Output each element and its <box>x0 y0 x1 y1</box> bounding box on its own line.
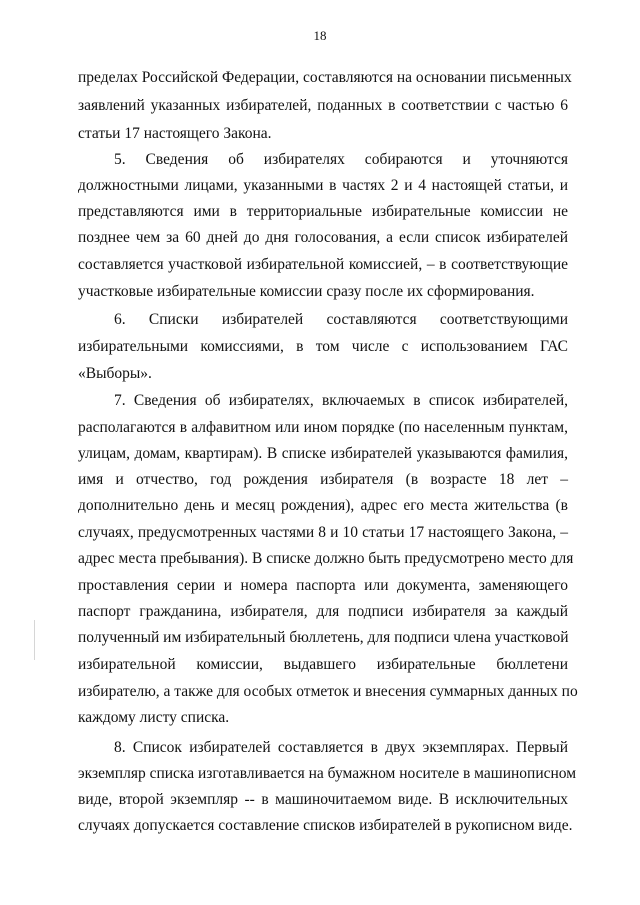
text-line: располагаются в алфавитном или ином порядке (по населенным пунктам, <box>78 419 568 436</box>
text-line: имя и отчество, год рождения избирателя (в возрасте 18 лет – <box>78 471 568 488</box>
text-line: случаях допускается составление списков избирателей в рукописном виде. <box>78 817 573 834</box>
text-line: экземпляр списка изготавливается на бумажном носителе в машинописном <box>78 765 577 782</box>
text-line: проставления серии и номера паспорта или документа, заменяющего <box>78 577 568 594</box>
margin-mark <box>34 620 35 660</box>
text-line: паспорт гражданина, избирателя, для подписи избирателя за каждый <box>78 603 568 620</box>
text-line: пределах Российской Федерации, составляются на основании письменных <box>78 69 572 86</box>
text-line: улицам, домам, квартирам). В списке избирателей указываются фамилия, <box>78 445 568 462</box>
page-number: 18 <box>313 28 327 43</box>
text-line: избирательными комиссиями, в том числе с использованием ГАС <box>78 338 568 355</box>
text-line: полученный им избирательный бюллетень, для подписи члена участковой <box>78 629 569 646</box>
text-line: избирателю, а также для особых отметок и внесения суммарных данных по <box>78 683 578 700</box>
paragraph-7-start: 7. Сведения об избирателях, включаемых в список избирателей, <box>114 392 568 409</box>
paragraph-5-start: 5. Сведения об избирателях собираются и уточняются <box>114 151 568 168</box>
text-line: должностными лицами, указанными в частях 2 и 4 настоящей статьи, и <box>78 177 568 194</box>
text-line: виде, второй экземпляр -- в машиночитаемом виде. В исключительных <box>78 791 568 808</box>
paragraph-6-start: 6. Списки избирателей составляются соответствующими <box>114 311 568 328</box>
text-line: адрес места пребывания). В списке должно быть предусмотрено место для <box>78 550 574 567</box>
text-line: случаях, предусмотренных частями 8 и 10 статьи 17 настоящего Закона, – <box>78 524 568 541</box>
text-line: участковые избирательные комиссии сразу после их сформирования. <box>78 283 535 300</box>
text-line: дополнительно день и месяц рождения), адрес его места жительства (в <box>78 497 568 514</box>
text-line: статьи 17 настоящего Закона. <box>78 125 272 142</box>
text-line: заявлений указанных избирателей, поданных в соответствии с частью 6 <box>78 97 568 114</box>
text-line: представляются ими в территориальные избирательные комиссии не <box>78 203 568 220</box>
paragraph-8-start: 8. Список избирателей составляется в двух экземплярах. Первый <box>114 739 568 756</box>
text-line: «Выборы». <box>78 365 152 382</box>
text-line: избирательной комиссии, выдавшего избирательные бюллетени <box>78 656 568 673</box>
text-line: позднее чем за 60 дней до дня голосования, а если список избирателей <box>78 229 568 246</box>
text-line: каждому листу списка. <box>78 709 230 726</box>
text-line: составляется участковой избирательной комиссией, – в соответствующие <box>78 256 568 273</box>
